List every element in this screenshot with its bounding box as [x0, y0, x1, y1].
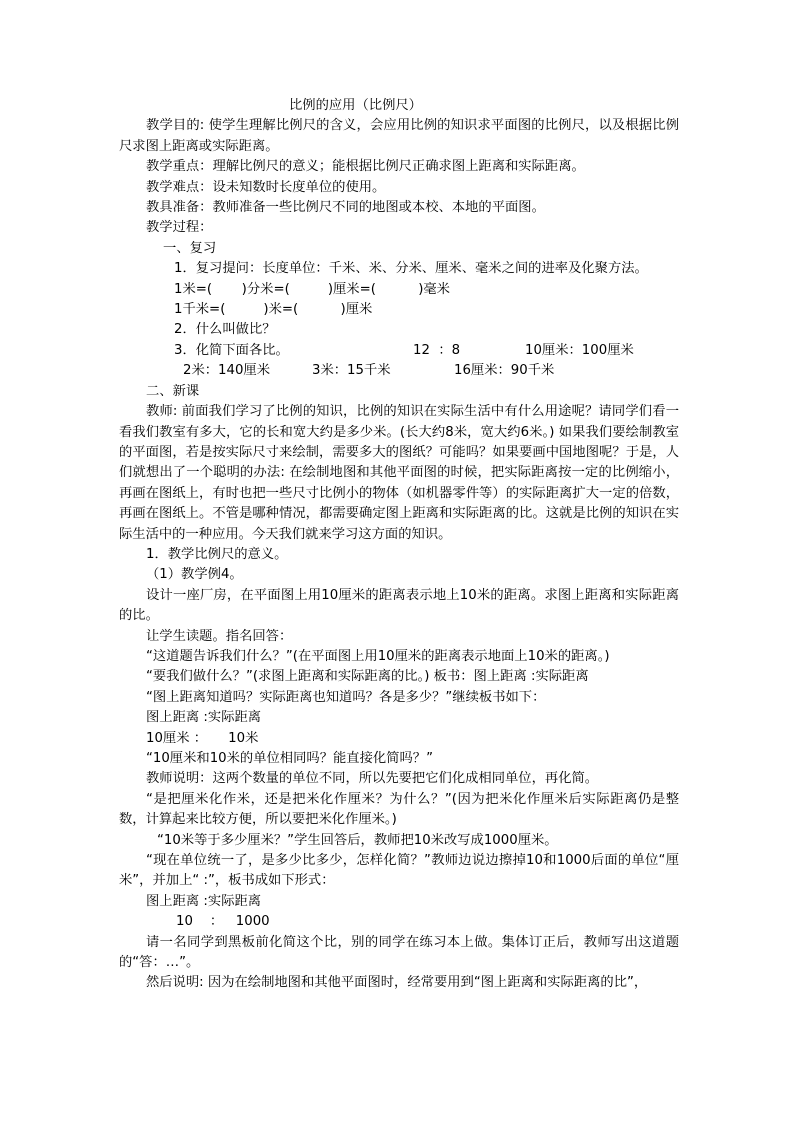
- review-question-2: 2．什么叫做比？: [174, 322, 276, 338]
- question-c: “图上距离知道吗？实际距离也知道吗？各是多少？”继续板书如下：: [146, 689, 546, 705]
- practice-paragraph: 请一名同学到黑板前化简这个比，别的同学在练习本上做。集体订正后，教师写出这道题的“答：…”。: [119, 934, 679, 971]
- simplify-row-2: [119, 361, 679, 381]
- question-e: “是把厘米化作米，还是把米化作厘米？为什么？”(因为把米化作厘米后实际距离仍是整数，计算起来比较方便，所以要把米化作厘米。): [119, 791, 679, 828]
- board-values-2: 10 ： 1000: [176, 914, 270, 930]
- teaching-objective: 教学目的: 使学生理解比例尺的含义，会应用比例的知识求平面图的比例尺，以及根据比例尺求图上距离或实际距离。: [119, 118, 679, 154]
- question-d: “10厘米和10米的单位相同吗？能直接化简吗？”: [146, 751, 433, 766]
- intro-paragraph: 教师: 前面我们学习了比例的知识，比例的知识在实际生活中有什么用途呢？请同学们看一看我们教室有多大，它的长和宽大约是多少米。(长大约8米，宽大约6米。) 如果我们要绘制教室的平面图，若是按实际尺寸来绘制，需要多大的图纸？可能吗？如果要画中国地图呢？于是，人们就想出了一个聪明的办法: 在绘制地图和其他平面图的时候，把实际距离按一定的比例缩小，再画在图纸上，有时也把一些尺寸比例小的物体（如机器零件等）的实际距离扩大一定的倍数，再画在图纸上。不管是哪种情况，都需要确定图上距离和实际距离的比。这就是比例的知识在实际生活中的一种应用。今天我们就来学习这方面的知识。: [119, 404, 679, 542]
- board-header-2: 图上距离 :实际距离: [146, 893, 262, 909]
- board-header-1: 图上距离 :实际距离: [146, 710, 262, 726]
- ratio-item: 3米：15千米: [312, 363, 391, 379]
- page-title: 比例的应用（比例尺）: [289, 98, 422, 113]
- question-g: “现在单位统一了，是多少比多少，怎样化简？”教师边说边擦掉10和1000后面的单位“厘米”，并加上“ :”，板书成如下形式：: [119, 853, 679, 889]
- simplify-row-1: [119, 341, 679, 361]
- teacher-explanation: 教师说明：这两个数量的单位不同，所以先要把它们化成相同单位，再化简。: [146, 771, 599, 787]
- document-page: [119, 96, 679, 994]
- board-values-1: 10厘米 ： 10米: [146, 730, 259, 746]
- ratio-item: 10厘米：100厘米: [525, 342, 634, 358]
- difficulty: 教学难点：设未知数时长度单位的使用。: [146, 179, 386, 195]
- new-lesson-heading: 二、新课: [146, 383, 200, 399]
- ratio-item: 12 ：8: [413, 342, 461, 358]
- unit-equation-1: 1米=( )分米=( )厘米=( )毫米: [174, 281, 450, 297]
- question-a: “这道题告诉我们什么？”(在平面图上用10厘米的距离表示地面上10米的距离。): [146, 648, 610, 664]
- section-1-heading: 1．教学比例尺的意义。: [146, 546, 288, 562]
- ratio-item: 16厘米：90千米: [454, 363, 555, 379]
- ratio-item: 2米：140厘米: [183, 363, 271, 379]
- closing-line: 然后说明: 因为在绘制地图和其他平面图时，经常要用到“图上距离和实际距离的比”，: [146, 975, 648, 991]
- unit-equation-2: 1千米=( )米=( )厘米: [174, 302, 373, 318]
- read-prompt: 让学生读题。指名回答：: [146, 628, 293, 644]
- review-heading: 一、复习: [163, 240, 217, 256]
- review-question-1: 1．复习提问：长度单位：千米、米、分米、厘米、毫米之间的进率及化聚方法。: [174, 261, 648, 277]
- materials: 教具准备：教师准备一些比例尺不同的地图或本校、本地的平面图。: [146, 200, 545, 216]
- question-f: “10米等于多少厘米？”学生回答后，教师把10米改写成1000厘米。: [157, 832, 558, 848]
- example-4-heading: （1）教学例4。: [146, 567, 243, 583]
- key-point: 教学重点：理解比例尺的意义；能根据比例尺正确求图上距离和实际距离。: [146, 159, 585, 175]
- example-problem: 设计一座厂房，在平面图上用10厘米的距离表示地上10米的距离。求图上距离和实际距离的比。: [119, 587, 679, 624]
- simplify-label: 3．化简下面各比。: [174, 342, 289, 358]
- process-heading: 教学过程：: [146, 220, 213, 236]
- question-b: “要我们做什么？”(求图上距离和实际距离的比。) 板书：图上距离 :实际距离: [146, 669, 589, 685]
